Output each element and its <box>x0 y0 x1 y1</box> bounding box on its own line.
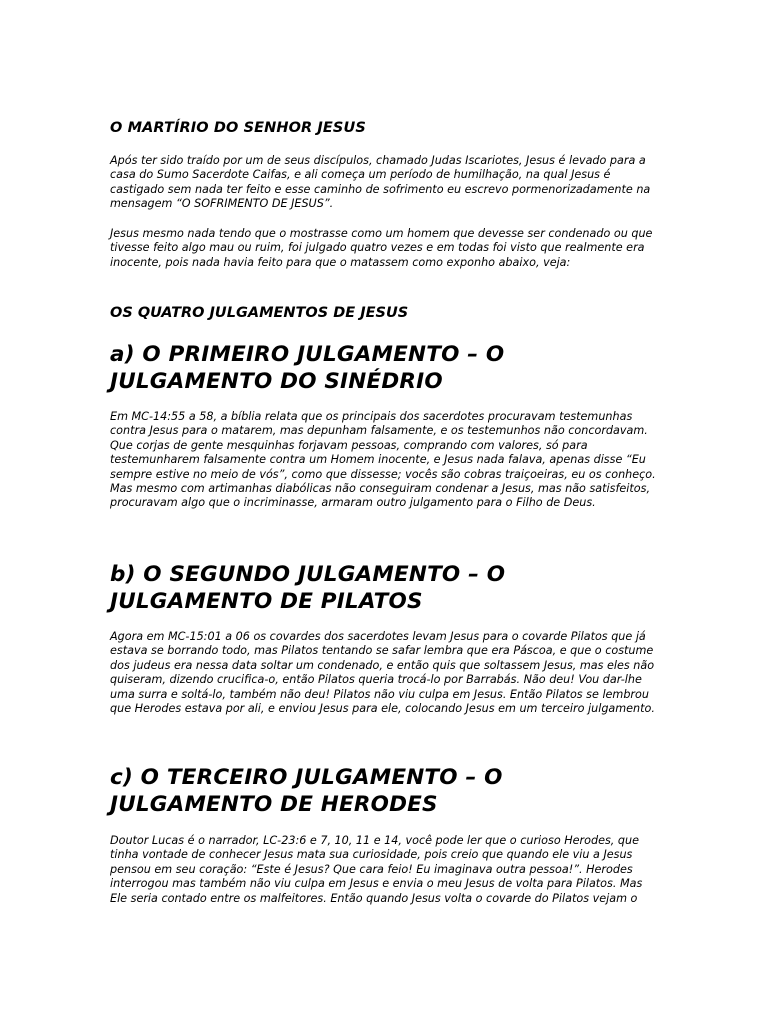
section-heading-b-line1: b) O SEGUNDO JULGAMENTO – O <box>110 562 506 587</box>
section-heading-a-line1: a) O PRIMEIRO JULGAMENTO – O <box>110 342 505 367</box>
section-heading-c-line2: JULGAMENTO DE HERODES <box>110 792 438 817</box>
document-title: O MARTÍRIO DO SENHOR JESUS <box>110 120 366 136</box>
section-a-body: Em MC-14:55 a 58, a bíblia relata que os principais dos sacerdotes procuravam testemunhas contra Jesus para o matarem, mas depunham falsamente, e os testemunhos não concordavam. Que corjas de gente mesquinhas forjavam pessoas, comprando com valores, só para testemunharem falsamente contra um Homem inocente, e Jesus nada falava, apenas disse “Eu sempre estive no meio de vós”, como que dissesse; vocês são cobras traiçoeiras, eu os conheço. Mas mesmo com artimanhas diabólicas não conseguiram condenar a Jesus, mas não satisfeitos, procuravam algo que o incriminasse, armaram outro julgamento para o Filho de Deus. <box>110 410 656 510</box>
section-subtitle: OS QUATRO JULGAMENTOS DE JESUS <box>110 305 409 321</box>
section-heading-b <box>110 561 670 615</box>
section-b-body: Agora em MC-15:01 a 06 os covardes dos sacerdotes levam Jesus para o covarde Pilatos que já estava se borrando todo, mas Pilatos tentando se safar lembra que era Páscoa, e que o costume dos judeus era nessa data soltar um condenado, e então quis que soltassem Jesus, mas eles não quiseram, dizendo crucifica-o, então Pilatos queria trocá-lo por Barrabás. Não deu! Vou dar-lhe uma surra e soltá-lo, também não deu! Pilatos não viu culpa em Jesus. Então Pilatos se lembrou que Herodes estava por ali, e enviou Jesus para ele, colocando Jesus em um terceiro julgamento. <box>110 630 655 716</box>
section-heading-b-line2: JULGAMENTO DE PILATOS <box>110 589 423 614</box>
section-c-body: Doutor Lucas é o narrador, LC-23:6 e 7, 10, 11 e 14, você pode ler que o curioso Herodes, que tinha vontade de conhecer Jesus mata sua curiosidade, pois creio que quando ele viu a Jesus pensou em seu coração: “Este é Jesus? Que cara feio! Eu imaginava outra pessoa!”. Herodes interrogou mas também não viu culpa em Jesus e envia o meu Jesus de volta para Pilatos. Mas Ele seria contado entre os malfeitores. Então quando Jesus volta o covarde do Pilatos vejam o <box>110 834 643 905</box>
section-heading-a <box>110 341 670 395</box>
intro-paragraph-2: Jesus mesmo nada tendo que o mostrasse como um homem que devesse ser condenado ou que tivesse feito algo mau ou ruim, foi julgado quatro vezes e em todas foi visto que realmente era inocente, pois nada havia feito para que o matassem como exponho abaixo, veja: <box>110 227 653 269</box>
section-heading-a-line2: JULGAMENTO DO SINÉDRIO <box>110 369 443 394</box>
section-heading-c <box>110 764 670 818</box>
intro-paragraph-1: Após ter sido traído por um de seus discípulos, chamado Judas Iscariotes, Jesus é levado para a casa do Sumo Sacerdote Caifas, e ali começa um período de humilhação, na qual Jesus é castigado sem nada ter feito e esse caminho de sofrimento eu escrevo pormenorizadamente na mensagem “O SOFRIMENTO DE JESUS”. <box>110 154 651 211</box>
section-heading-c-line1: c) O TERCEIRO JULGAMENTO – O <box>110 765 503 790</box>
